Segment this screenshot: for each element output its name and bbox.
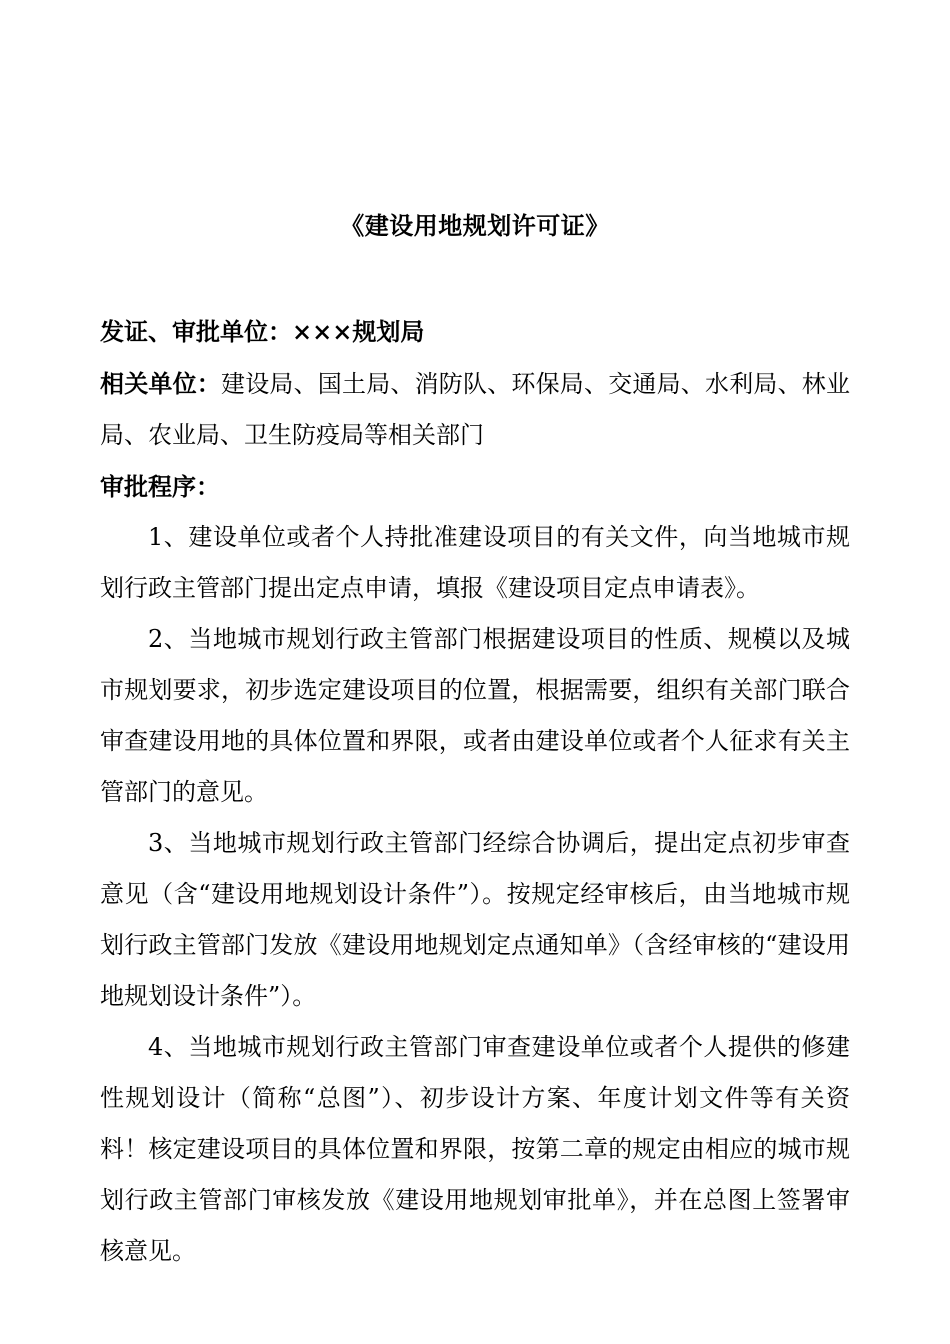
related-units-value: 建设局、国土局、消防队、环保局、交通局、水利局、林业局、农业局、卫生防疫局等相关部门 xyxy=(100,370,850,449)
issuer-line xyxy=(100,306,850,358)
document-title: 《建设用地规划许可证》 xyxy=(340,211,610,240)
procedure-step-2: 2、当地城市规划行政主管部门根据建设项目的性质、规模以及城市规划要求，初步选定建设项目的位置，根据需要，组织有关部门联合审查建设用地的具体位置和界限，或者由建设单位或者个人征求有关主管部门的意见。 xyxy=(100,625,850,806)
related-units-paragraph xyxy=(100,358,850,461)
procedure-heading: 审批程序： xyxy=(100,472,220,501)
issuer-label: 发证、审批单位： xyxy=(100,317,292,346)
procedure-step-1: 1、建设单位或者个人持批准建设项目的有关文件，向当地城市规划行政主管部门提出定点申请，填报《建设项目定点申请表》。 xyxy=(100,523,850,602)
procedure-step-3: 3、当地城市规划行政主管部门经综合协调后，提出定点初步审查意见（含“建设用地规划设计条件”）。按规定经审核后，由当地城市规划行政主管部门发放《建设用地规划定点通知单》（含经审核的“建设用地规划设计条件”）。 xyxy=(100,829,850,1010)
document-body xyxy=(100,306,850,1277)
procedure-step-4: 4、当地城市规划行政主管部门审查建设单位或者个人提供的修建性规划设计（简称“总图”）、初步设计方案、年度计划文件等有关资料！核定建设项目的具体位置和界限，按第二章的规定由相应的城市规划行政主管部门审核发放《建设用地规划审批单》，并在总图上签署审核意见。 xyxy=(100,1033,850,1265)
issuer-value: ×××规划局 xyxy=(292,317,425,346)
related-units-label: 相关单位： xyxy=(100,369,221,398)
